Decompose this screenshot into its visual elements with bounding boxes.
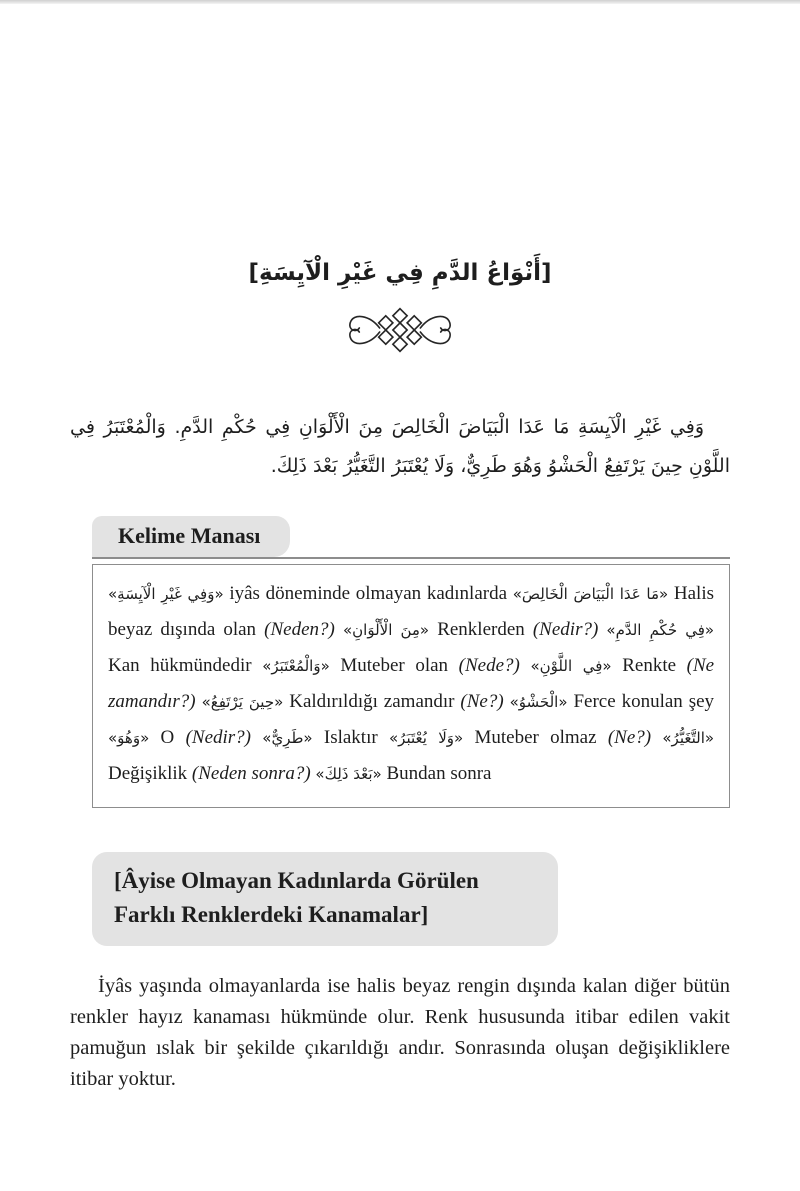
question-hint: (Neden sonra?) — [191, 763, 311, 784]
arabic-phrase: «وَلَا يُعْتَبَرُ» — [388, 729, 464, 747]
turkish-gloss: O — [160, 727, 175, 748]
section-heading-text: [Âyise Olmayan Kadınlarda Görülen Farklı Renklerdeki Kanamalar] — [114, 868, 479, 927]
turkish-gloss: Kan hükmündedir — [108, 655, 252, 676]
arabic-phrase: «وَهُوَ» — [108, 729, 150, 747]
turkish-gloss: Halis beyaz dışında olan — [108, 583, 715, 640]
kelime-manasi-tab — [92, 516, 290, 557]
arabic-phrase: «فِي حُكْمِ الدَّمِ» — [606, 621, 715, 639]
turkish-gloss: Muteber olmaz — [474, 727, 597, 748]
arabic-phrase: «فِي اللَّوْنِ» — [530, 657, 612, 675]
kelime-manasi-label: Kelime Manası — [118, 523, 261, 548]
turkish-gloss: Ferce konulan şey — [573, 691, 715, 712]
arabesque-knot-divider-icon — [339, 302, 461, 358]
chapter-title-arabic: [أَنْوَاعُ الدَّمِ فِي غَيْرِ الْآيِسَةِ] — [248, 260, 552, 286]
turkish-gloss: iyâs döneminde olmayan kadınlarda — [229, 583, 508, 604]
question-hint: (Ne zamandır?) — [108, 655, 715, 712]
turkish-body-paragraph: İyâs yaşında olmayanlarda ise halis beyaz rengin dışında kalan diğer bütün renkler hayız kanaması hükmünde olur. Renk hususunda itibar edilen vakit pamuğun ıslak bir şekilde çıkarıldığı andır. Sonrasında oluşan değişikliklere itibar yoktur. — [70, 975, 730, 1090]
turkish-gloss: Kaldırıldığı zamandır — [289, 691, 455, 712]
arabic-phrase: «بَعْدَ ذَلِكَ» — [315, 765, 382, 783]
turkish-gloss: Bundan sonra — [386, 763, 492, 784]
turkish-gloss: Muteber olan — [340, 655, 449, 676]
turkish-gloss: Islaktır — [323, 727, 378, 748]
arabic-phrase: «الْحَشْوُ» — [509, 693, 568, 711]
question-hint: (Nede?) — [458, 655, 520, 676]
turkish-gloss: Renkte — [622, 655, 677, 676]
question-hint: (Ne?) — [460, 691, 504, 712]
question-hint: (Neden?) — [264, 619, 335, 640]
arabic-phrase: «طَرِيٌّ» — [262, 729, 313, 747]
arabic-phrase: «مَا عَدَا الْبَيَاضَ الْخَالِصَ» — [512, 585, 669, 603]
arabic-matn-paragraph: وَفِي غَيْرِ الْآيِسَةِ مَا عَدَا الْبَيَاضَ الْخَالِصَ مِنَ الْأَلْوَانِ فِي حُكْمِ الدَّمِ. وَالْمُعْتَبَرُ فِي اللَّوْنِ حِينَ يَرْتَفِعُ الْحَشْوُ وَهُوَ طَرِيٌّ، وَلَا يُعْتَبَرُ التَّغَيُّرُ بَعْدَ ذَلِكَ. — [70, 416, 730, 477]
arabic-phrase: «حِينَ يَرْتَفِعُ» — [201, 693, 284, 711]
turkish-gloss: Değişiklik — [108, 763, 188, 784]
arabic-phrase: «التَّغَيُّرُ» — [662, 729, 715, 747]
section-heading-box — [92, 852, 558, 946]
word-meaning-box — [92, 564, 730, 808]
arabic-phrase: «وَفِي غَيْرِ الْآيِسَةِ» — [108, 585, 224, 603]
kelime-manasi-header — [92, 516, 730, 559]
arabic-phrase: «وَالْمُعْتَبَرُ» — [262, 657, 330, 675]
question-hint: (Nedir?) — [185, 727, 251, 748]
arabic-phrase: «مِنَ الْأَلْوَانِ» — [342, 621, 430, 639]
question-hint: (Ne?) — [607, 727, 652, 748]
turkish-gloss: Renklerden — [437, 619, 525, 640]
question-hint: (Nedir?) — [532, 619, 599, 640]
